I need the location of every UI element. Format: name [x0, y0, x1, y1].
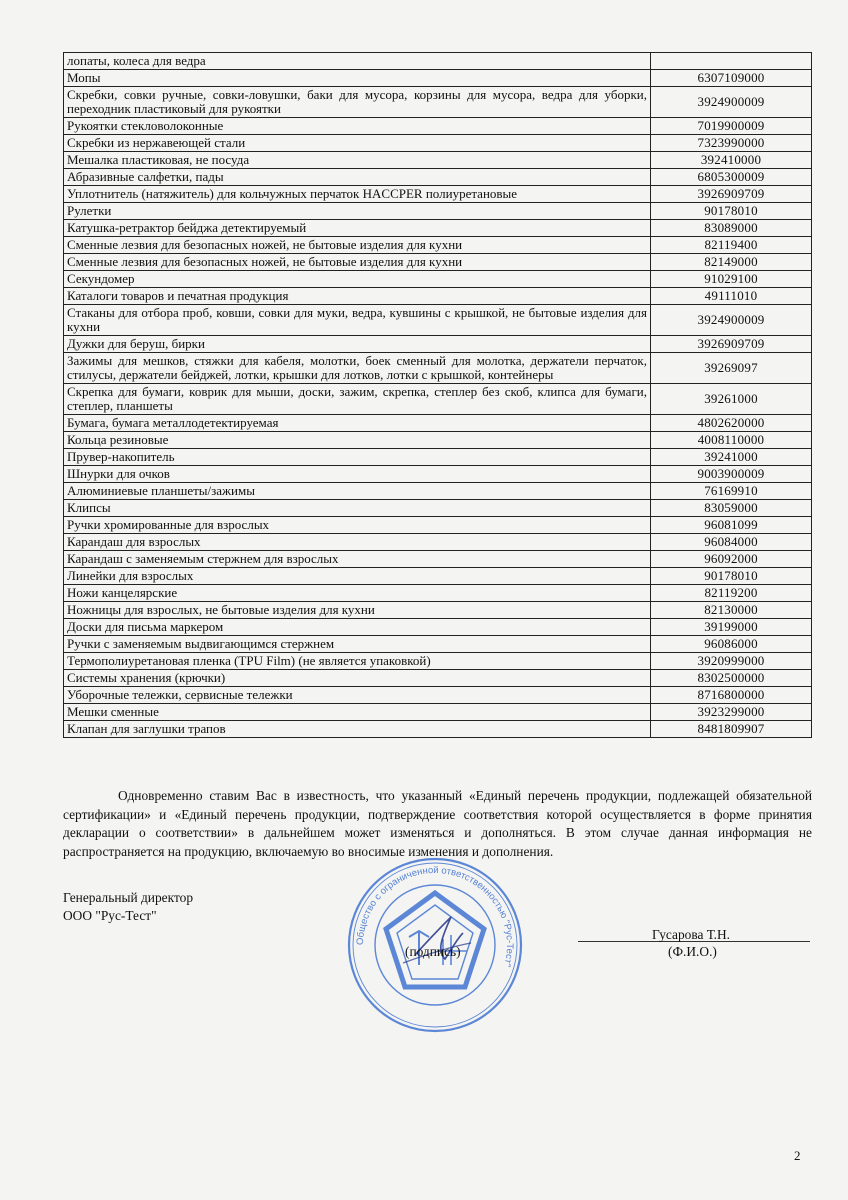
product-name-cell: Уплотнитель (натяжитель) для кольчужных перчаток HACCPER полиуретановые: [64, 186, 651, 203]
table-row: [64, 602, 812, 619]
table-row: [64, 551, 812, 568]
stamp-outer-text: Общество с ограниченной ответственностью "Рус-Тест": [354, 864, 516, 969]
table-row: [64, 619, 812, 636]
product-code-cell: 3923299000: [651, 704, 812, 721]
signature-caption: (подпись): [405, 944, 461, 959]
product-name-cell: Мопы: [64, 70, 651, 87]
table-row: [64, 384, 812, 415]
product-name-cell: Бумага, бумага металлодетектируемая: [64, 415, 651, 432]
product-name-cell: Алюминиевые планшеты/зажимы: [64, 483, 651, 500]
signer-company: ООО "Рус-Тест": [63, 908, 157, 923]
product-name-cell: Скребки, совки ручные, совки-ловушки, баки для мусора, корзины для мусора, ведра для уборки, переходник пластиковый для рукоятки: [64, 87, 651, 118]
product-name-cell: Скребки из нержавеющей стали: [64, 135, 651, 152]
product-code-cell: 96092000: [651, 551, 812, 568]
product-name-cell: Мешалка пластиковая, не посуда: [64, 152, 651, 169]
product-code-cell: 8302500000: [651, 670, 812, 687]
table-row: [64, 118, 812, 135]
table-row: [64, 237, 812, 254]
product-code-cell: 90178010: [651, 203, 812, 220]
product-code-cell: 82130000: [651, 602, 812, 619]
product-code-cell: 83089000: [651, 220, 812, 237]
table-row: [64, 721, 812, 738]
product-code-cell: 90178010: [651, 568, 812, 585]
table-row: [64, 353, 812, 384]
product-code-cell: 82119400: [651, 237, 812, 254]
product-code-cell: 3926909709: [651, 336, 812, 353]
product-name-cell: Прувер-накопитель: [64, 449, 651, 466]
product-code-cell: 7323990000: [651, 135, 812, 152]
table-row: [64, 585, 812, 602]
table-row: [64, 466, 812, 483]
table-row: [64, 220, 812, 237]
product-code-cell: 3924900009: [651, 305, 812, 336]
product-code-cell: 96081099: [651, 517, 812, 534]
table-row: [64, 305, 812, 336]
product-code-cell: 39261000: [651, 384, 812, 415]
table-row: [64, 449, 812, 466]
table-row: [64, 687, 812, 704]
product-code-cell: 3926909709: [651, 186, 812, 203]
product-code-cell: 8716800000: [651, 687, 812, 704]
product-name-cell: Карандаш для взрослых: [64, 534, 651, 551]
table-row: [64, 653, 812, 670]
product-code-cell: 76169910: [651, 483, 812, 500]
product-name-cell: Клапан для заглушки трапов: [64, 721, 651, 738]
table-row: [64, 670, 812, 687]
product-name-cell: Катушка-ретрактор бейджа детектируемый: [64, 220, 651, 237]
product-name-cell: Кольца резиновые: [64, 432, 651, 449]
product-code-table: [63, 52, 812, 738]
table-row: [64, 636, 812, 653]
product-code-cell: 96086000: [651, 636, 812, 653]
product-code-cell: 82149000: [651, 254, 812, 271]
product-code-cell: 49111010: [651, 288, 812, 305]
table-row: [64, 87, 812, 118]
product-code-cell: 8481809907: [651, 721, 812, 738]
table-row: [64, 70, 812, 87]
product-code-cell: [651, 53, 812, 70]
product-name-cell: Ручки хромированные для взрослых: [64, 517, 651, 534]
product-code-cell: 83059000: [651, 500, 812, 517]
product-name-cell: Сменные лезвия для безопасных ножей, не бытовые изделия для кухни: [64, 237, 651, 254]
table-row: [64, 203, 812, 220]
table-row: [64, 568, 812, 585]
table-row: [64, 186, 812, 203]
product-name-cell: Клипсы: [64, 500, 651, 517]
signer-position: Генеральный директор: [63, 890, 194, 905]
name-caption: (Ф.И.О.): [668, 944, 717, 959]
product-name-cell: Уборочные тележки, сервисные тележки: [64, 687, 651, 704]
product-name-cell: Мешки сменные: [64, 704, 651, 721]
product-code-cell: 82119200: [651, 585, 812, 602]
notice-paragraph: Одновременно ставим Вас в известность, что указанный «Единый перечень продукции, подлежащей обязательной сертификации» и «Единый перечень продукции, подтверждение соответствия которой осуществляется в форме принятия декларации о соответствии» в дальнейшем может изменяться и дополняться. В этом случае данная информация не распространяется на продукцию, включаемую во вносимые изменения и дополнения.: [63, 788, 812, 859]
product-name-cell: Ножи канцелярские: [64, 585, 651, 602]
product-code-cell: 7019900009: [651, 118, 812, 135]
product-code-cell: 91029100: [651, 271, 812, 288]
table-body: [64, 53, 812, 738]
product-code-cell: 4008110000: [651, 432, 812, 449]
signer-block: [63, 889, 193, 925]
table-row: [64, 415, 812, 432]
product-name-cell: Шнурки для очков: [64, 466, 651, 483]
product-code-cell: 39241000: [651, 449, 812, 466]
product-name-cell: Доски для письма маркером: [64, 619, 651, 636]
table-row: [64, 483, 812, 500]
table-row: [64, 53, 812, 70]
table-row: [64, 517, 812, 534]
product-name-cell: Термополиуретановая пленка (TPU Film) (не является упаковкой): [64, 653, 651, 670]
table-row: [64, 169, 812, 186]
product-code-cell: 3920999000: [651, 653, 812, 670]
product-name-cell: Скрепка для бумаги, коврик для мыши, доски, зажим, скрепка, степлер без скоб, клипса для бумаги, степлер, планшеты: [64, 384, 651, 415]
table-row: [64, 152, 812, 169]
table-row: [64, 336, 812, 353]
product-name-cell: Ножницы для взрослых, не бытовые изделия для кухни: [64, 602, 651, 619]
product-name-cell: Линейки для взрослых: [64, 568, 651, 585]
table-row: [64, 135, 812, 152]
product-name-cell: Каталоги товаров и печатная продукция: [64, 288, 651, 305]
product-name-cell: Ручки с заменяемым выдвигающимся стержнем: [64, 636, 651, 653]
product-code-cell: 96084000: [651, 534, 812, 551]
product-code-cell: 392410000: [651, 152, 812, 169]
product-code-cell: 39199000: [651, 619, 812, 636]
product-code-cell: 4802620000: [651, 415, 812, 432]
product-name-cell: Абразивные салфетки, пады: [64, 169, 651, 186]
product-name-cell: Рукоятки стекловолоконные: [64, 118, 651, 135]
table-row: [64, 254, 812, 271]
table-row: [64, 704, 812, 721]
product-name-cell: Системы хранения (крючки): [64, 670, 651, 687]
page-number: 2: [794, 1148, 801, 1163]
table-row: [64, 534, 812, 551]
product-name-cell: Дужки для беруш, бирки: [64, 336, 651, 353]
product-code-cell: 6805300009: [651, 169, 812, 186]
product-code-cell: 3924900009: [651, 87, 812, 118]
product-name-cell: лопаты, колеса для ведра: [64, 53, 651, 70]
product-name-cell: Рулетки: [64, 203, 651, 220]
table-row: [64, 500, 812, 517]
product-name-cell: Зажимы для мешков, стяжки для кабеля, молотки, боек сменный для молотка, держатели перчаток, стилусы, держатели бейджей, лотки, крышки для лотков, лотки с крышкой, контейнеры: [64, 353, 651, 384]
product-code-cell: 6307109000: [651, 70, 812, 87]
table-row: [64, 271, 812, 288]
product-code-cell: 39269097: [651, 353, 812, 384]
table-row: [64, 432, 812, 449]
table-row: [64, 288, 812, 305]
product-name-cell: Стаканы для отбора проб, ковши, совки для муки, ведра, кувшины с крышкой, не бытовые изделия для кухни: [64, 305, 651, 336]
product-code-cell: 9003900009: [651, 466, 812, 483]
signer-name: Гусарова Т.Н.: [652, 927, 731, 942]
product-name-cell: Сменные лезвия для безопасных ножей, не бытовые изделия для кухни: [64, 254, 651, 271]
product-name-cell: Секундомер: [64, 271, 651, 288]
product-name-cell: Карандаш с заменяемым стержнем для взрослых: [64, 551, 651, 568]
